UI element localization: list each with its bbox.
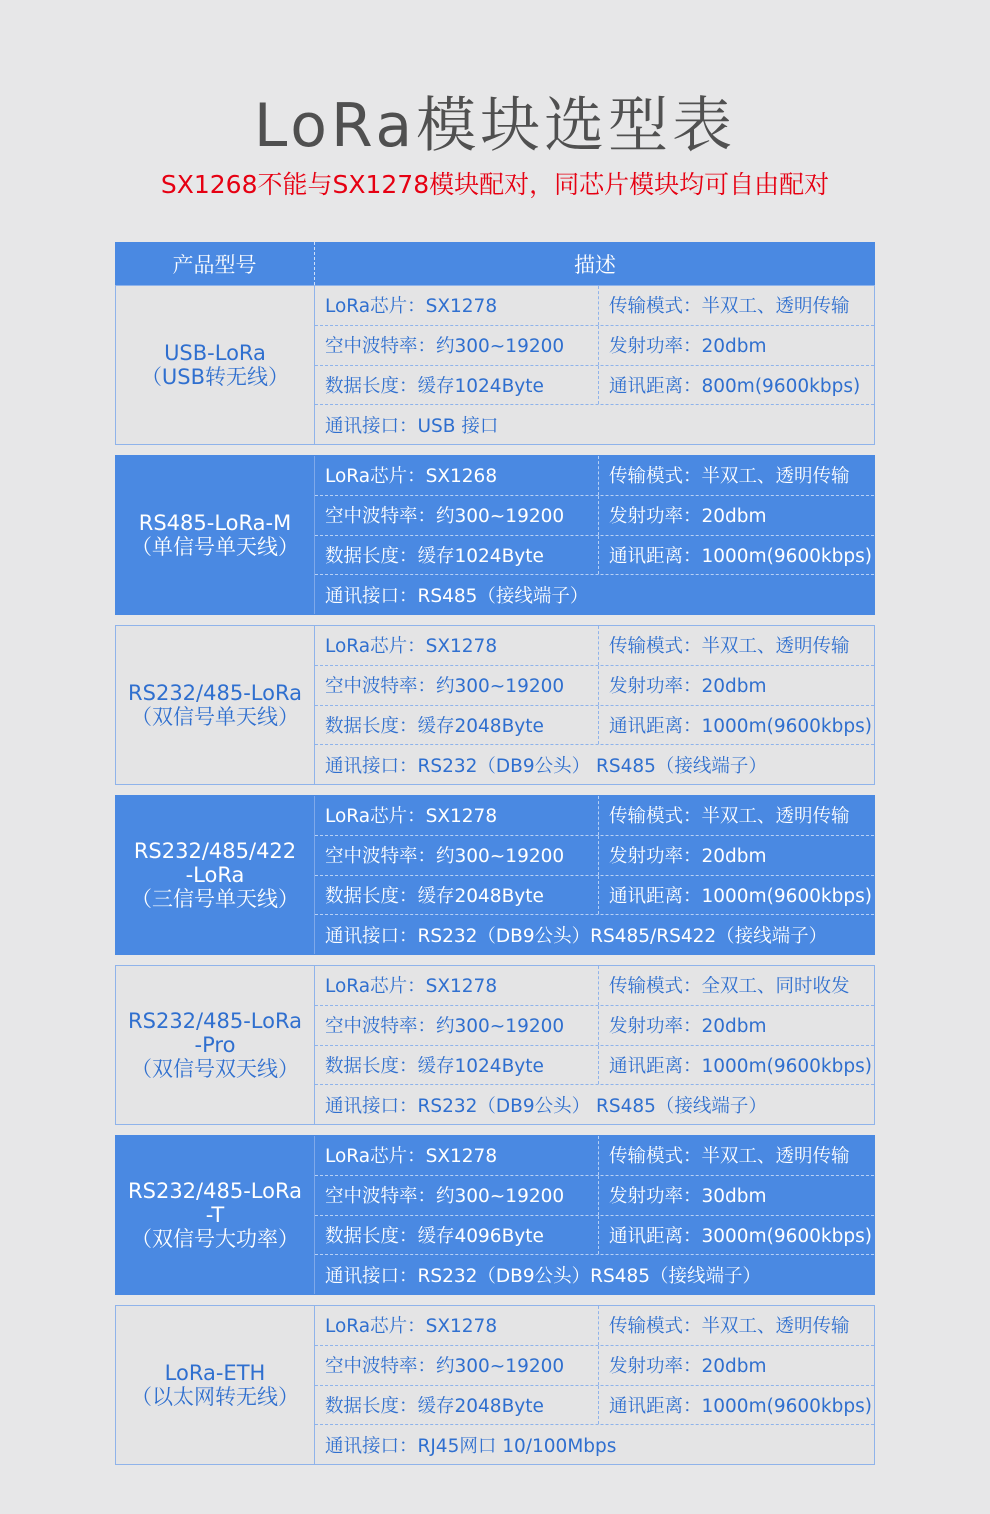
model-name-line: -LoRa	[185, 863, 245, 887]
spec-data-length: 数据长度：缓存2048Byte	[315, 1386, 599, 1425]
model-name-line: RS232/485-LoRa	[128, 1179, 302, 1203]
spec-air-rate: 空中波特率：约300~19200	[315, 496, 599, 535]
model-name-line: USB-LoRa	[164, 341, 266, 365]
spec-air-rate: 空中波特率：约300~19200	[315, 836, 599, 875]
product-specs	[315, 966, 874, 1124]
spec-tx-power: 发射功率：20dbm	[609, 1356, 767, 1378]
model-name-line: （单信号单天线）	[131, 535, 299, 559]
spec-row	[315, 1385, 874, 1425]
model-name-line: （以太网转无线）	[131, 1385, 299, 1409]
spec-air-rate: 空中波特率：约300~19200	[315, 1346, 599, 1385]
model-name-line: -T	[205, 1203, 225, 1227]
product-model	[116, 1136, 315, 1294]
spec-transfer-mode: 传输模式：半双工、透明传输	[609, 806, 850, 828]
model-name-line: （USB转无线）	[140, 365, 290, 389]
spec-transfer-mode: 传输模式：半双工、透明传输	[609, 1316, 850, 1338]
spec-distance: 通讯距离：1000m(9600kbps)	[609, 1055, 872, 1077]
spec-data-length: 数据长度：缓存1024Byte	[315, 366, 599, 405]
spec-data-length: 数据长度：缓存1024Byte	[315, 1046, 599, 1085]
header-model: 产品型号	[115, 242, 315, 285]
spec-transfer-mode: 传输模式：半双工、透明传输	[609, 466, 850, 488]
spec-tx-power: 发射功率：20dbm	[609, 506, 767, 528]
table-header	[115, 242, 875, 285]
spec-chip: LoRa芯片：SX1278	[315, 796, 599, 835]
spec-row	[315, 1254, 874, 1294]
product-specs	[315, 1306, 874, 1464]
spec-transfer-mode: 传输模式：半双工、透明传输	[609, 296, 850, 318]
spec-row	[315, 796, 874, 835]
product-model	[116, 796, 315, 954]
spec-row	[315, 1175, 874, 1215]
spec-row	[315, 1306, 874, 1345]
spec-chip: LoRa芯片：SX1268	[315, 456, 599, 495]
spec-row	[315, 914, 874, 954]
model-name-line: （三信号单天线）	[131, 887, 299, 911]
spec-row	[315, 626, 874, 665]
model-name-line: RS485-LoRa-M	[138, 511, 292, 535]
spec-row	[315, 535, 874, 575]
spec-transfer-mode: 传输模式：全双工、同时收发	[609, 976, 850, 998]
model-name-line: LoRa-ETH	[164, 1361, 266, 1385]
product-specs	[315, 286, 874, 444]
spec-row	[315, 1424, 874, 1464]
spec-row	[315, 1345, 874, 1385]
spec-air-rate: 空中波特率：约300~19200	[315, 326, 599, 365]
spec-row	[315, 1084, 874, 1124]
spec-distance: 通讯距离：1000m(9600kbps)	[609, 1395, 872, 1417]
spec-distance: 通讯距离：800m(9600kbps)	[609, 375, 861, 397]
product-model	[116, 286, 315, 444]
spec-tx-power: 发射功率：20dbm	[609, 1016, 767, 1038]
spec-data-length: 数据长度：缓存2048Byte	[315, 706, 599, 745]
model-name-line: RS232/485/422	[133, 839, 297, 863]
model-name-line: RS232/485-LoRa	[128, 1009, 302, 1033]
product-model	[116, 456, 315, 614]
spec-data-length: 数据长度：缓存1024Byte	[315, 536, 599, 575]
spec-row	[315, 966, 874, 1005]
page-title: LoRa模块选型表	[253, 91, 737, 161]
spec-interface: 通讯接口：RS232（DB9公头） RS485（接线端子）	[325, 755, 767, 777]
spec-row	[315, 744, 874, 784]
spec-chip: LoRa芯片：SX1278	[315, 626, 599, 665]
spec-row	[315, 875, 874, 915]
spec-distance: 通讯距离：1000m(9600kbps)	[609, 545, 872, 567]
product-specs	[315, 796, 874, 954]
product-specs	[315, 1136, 874, 1294]
model-name-line: （双信号大功率）	[131, 1227, 299, 1251]
spec-row	[315, 1136, 874, 1175]
model-name-line: -Pro	[194, 1033, 236, 1057]
spec-interface: 通讯接口：RJ45网口 10/100Mbps	[325, 1435, 617, 1457]
spec-interface: 通讯接口：RS485（接线端子）	[325, 585, 589, 607]
product-block-rs485-lora-m	[115, 455, 875, 615]
spec-row	[315, 574, 874, 614]
product-model	[116, 966, 315, 1124]
spec-interface: 通讯接口：RS232（DB9公头）RS485/RS422（接线端子）	[325, 925, 828, 947]
spec-row	[315, 456, 874, 495]
spec-chip: LoRa芯片：SX1278	[315, 1136, 599, 1175]
spec-transfer-mode: 传输模式：半双工、透明传输	[609, 636, 850, 658]
spec-distance: 通讯距离：3000m(9600kbps)	[609, 1225, 872, 1247]
spec-row	[315, 286, 874, 325]
spec-air-rate: 空中波特率：约300~19200	[315, 1176, 599, 1215]
product-model	[116, 1306, 315, 1464]
spec-air-rate: 空中波特率：约300~19200	[315, 1006, 599, 1045]
spec-row	[315, 365, 874, 405]
product-block-rs232-485-lora-t	[115, 1135, 875, 1295]
spec-row	[315, 835, 874, 875]
spec-tx-power: 发射功率：30dbm	[609, 1186, 767, 1208]
product-block-rs232-485-lora	[115, 625, 875, 785]
product-block-rs232-485-422-lora	[115, 795, 875, 955]
spec-row	[315, 665, 874, 705]
spec-chip: LoRa芯片：SX1278	[315, 1306, 599, 1345]
spec-tx-power: 发射功率：20dbm	[609, 676, 767, 698]
spec-chip: LoRa芯片：SX1278	[315, 966, 599, 1005]
model-name-line: （双信号单天线）	[131, 705, 299, 729]
spec-row	[315, 495, 874, 535]
spec-row	[315, 1215, 874, 1255]
spec-data-length: 数据长度：缓存4096Byte	[315, 1216, 599, 1255]
product-block-rs232-485-lora-pro	[115, 965, 875, 1125]
spec-row	[315, 705, 874, 745]
spec-row	[315, 325, 874, 365]
spec-row	[315, 1045, 874, 1085]
spec-interface: 通讯接口：RS232（DB9公头）RS485（接线端子）	[325, 1265, 762, 1287]
spec-row	[315, 1005, 874, 1045]
spec-chip: LoRa芯片：SX1278	[315, 286, 599, 325]
spec-interface: 通讯接口：RS232（DB9公头） RS485（接线端子）	[325, 1095, 767, 1117]
product-specs	[315, 456, 874, 614]
spec-data-length: 数据长度：缓存2048Byte	[315, 876, 599, 915]
product-specs	[315, 626, 874, 784]
spec-distance: 通讯距离：1000m(9600kbps)	[609, 885, 872, 907]
spec-tx-power: 发射功率：20dbm	[609, 336, 767, 358]
spec-interface: 通讯接口：USB 接口	[325, 415, 499, 437]
product-block-lora-eth	[115, 1305, 875, 1465]
model-name-line: （双信号双天线）	[131, 1057, 299, 1081]
spec-tx-power: 发射功率：20dbm	[609, 846, 767, 868]
header-description: 描述	[574, 252, 616, 277]
product-model	[116, 626, 315, 784]
product-block-usb-lora	[115, 285, 875, 445]
model-name-line: RS232/485-LoRa	[128, 681, 302, 705]
spec-air-rate: 空中波特率：约300~19200	[315, 666, 599, 705]
spec-row	[315, 404, 874, 444]
spec-distance: 通讯距离：1000m(9600kbps)	[609, 715, 872, 737]
spec-transfer-mode: 传输模式：半双工、透明传输	[609, 1146, 850, 1168]
pairing-note: SX1268不能与SX1278模块配对，同芯片模块均可自由配对	[160, 170, 830, 199]
